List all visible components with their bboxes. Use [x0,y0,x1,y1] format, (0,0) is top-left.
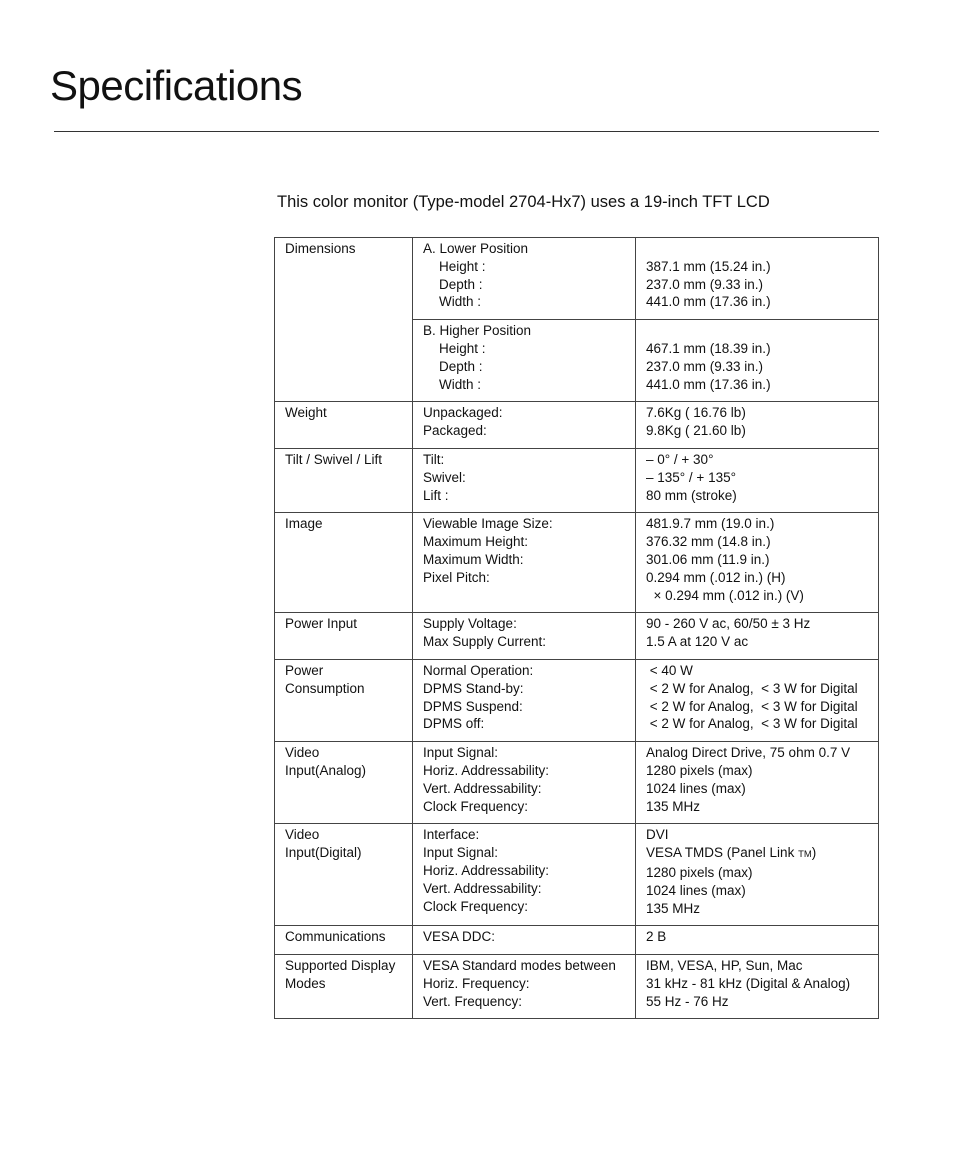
title-divider [54,131,879,132]
item: Maximum Height: [423,534,529,550]
spacer [646,322,878,340]
trademark-mark: TM [798,849,812,861]
row-label-text: Input(Digital) [285,845,362,861]
value: < 40 W [646,662,693,678]
row-items [413,742,636,824]
row-label [275,513,413,613]
page-title: Specifications [50,62,303,109]
row-label-text: Supported Display [285,958,396,974]
row-label-text: Tilt / Swivel / Lift [285,451,383,467]
item: Depth : [439,358,483,374]
item: Packaged: [423,423,487,439]
row-label-text: Video [285,827,320,843]
item: Vert. Frequency: [423,993,523,1009]
row-label [275,955,413,1019]
value: 0.294 mm (.012 in.) (H) [646,569,786,585]
value: 481.9.7 mm (19.0 in.) [646,516,775,532]
table-row [275,513,879,613]
value: 387.1 mm (15.24 in.) [646,258,771,274]
value: 1024 lines (max) [646,780,746,796]
row-items [413,448,636,512]
value: 467.1 mm (18.39 in.) [646,340,771,356]
row-items [413,926,636,955]
value: 301.06 mm (11.9 in.) [646,551,770,567]
item: Max Supply Current: [423,634,547,650]
row-values [636,742,879,824]
row-label-text: Image [285,516,323,532]
row-label-text: Input(Analog) [285,762,367,778]
item: Input Signal: [423,745,499,761]
row-label-text: Communications [285,929,386,945]
row-label [275,742,413,824]
row-label [275,926,413,955]
item: Width : [439,294,482,310]
table-row [275,824,879,926]
row-values [636,448,879,512]
row-values [636,613,879,660]
row-label [275,402,413,449]
value: < 2 W for Analog, < 3 W for Digital [646,716,858,732]
item: Depth : [439,276,483,292]
item: DPMS Stand-by: [423,680,524,696]
table-row [275,742,879,824]
row-label [275,613,413,660]
table-row [275,659,879,741]
item: Tilt: [423,451,445,467]
item: Clock Frequency: [423,798,529,814]
item: Interface: [423,827,480,843]
row-values [636,659,879,741]
value: 1024 lines (max) [646,882,746,898]
table-row [275,926,879,955]
row-values [636,402,879,449]
table-row [275,402,879,449]
item: Unpackaged: [423,405,503,421]
subheading: B. Higher Position [423,323,532,339]
value: 135 MHz [646,900,701,916]
value: 237.0 mm (9.33 in.) [646,358,764,374]
value: 2 B [646,929,667,945]
row-label [275,448,413,512]
item: Swivel: [423,469,466,485]
row-values [636,513,879,613]
value: 1.5 A at 120 V ac [646,634,749,650]
item: Horiz. Addressability: [423,862,550,878]
item: Lift : [423,487,449,503]
value: 1280 pixels (max) [646,864,753,880]
table-row [275,448,879,512]
row-label [275,238,413,402]
row-items [413,320,636,402]
value: 237.0 mm (9.33 in.) [646,276,764,292]
specifications-table [274,237,879,1019]
item: Height : [439,340,486,356]
value: 1280 pixels (max) [646,762,753,778]
value: Analog Direct Drive, 75 ohm 0.7 V [646,745,851,761]
value: 31 kHz - 81 kHz (Digital & Analog) [646,975,851,991]
row-label-text: Dimensions [285,241,356,256]
value: × 0.294 mm (.012 in.) (V) [646,587,804,603]
value: – 135° / + 135° [646,469,736,485]
row-label-text: Weight [285,405,327,421]
row-values [636,320,879,402]
item: Height : [439,258,486,274]
item: Supply Voltage: [423,616,517,632]
value: 9.8Kg ( 21.60 lb) [646,423,746,439]
value: 80 mm (stroke) [646,487,737,503]
row-label-text: Video [285,745,320,761]
row-values [636,955,879,1019]
item: DPMS Suspend: [423,698,523,714]
row-items [413,402,636,449]
item: Maximum Width: [423,551,524,567]
row-items [413,613,636,660]
value: 135 MHz [646,798,701,814]
value: IBM, VESA, HP, Sun, Mac [646,958,803,974]
value: – 0° / + 30° [646,451,714,467]
row-label [275,824,413,926]
row-values [636,926,879,955]
value: 55 Hz - 76 Hz [646,993,729,1009]
row-items [413,238,636,320]
item: VESA Standard modes between [423,958,616,974]
spacer [646,240,878,258]
value: 441.0 mm (17.36 in.) [646,376,771,392]
item: Vert. Addressability: [423,780,542,796]
item: Horiz. Frequency: [423,975,530,991]
intro-text: This color monitor (Type-model 2704-Hx7) uses a 19-inch TFT LCD [277,193,770,211]
value: < 2 W for Analog, < 3 W for Digital [646,680,858,696]
item: Width : [439,376,482,392]
row-items [413,659,636,741]
value: 441.0 mm (17.36 in.) [646,294,771,310]
item: Vert. Addressability: [423,880,542,896]
item: Horiz. Addressability: [423,762,550,778]
row-items [413,955,636,1019]
row-label-text: Power [285,662,324,678]
value: 376.32 mm (14.8 in.) [646,534,771,550]
row-label-text: Power Input [285,616,358,632]
item: Normal Operation: [423,662,534,678]
value-signal-close: ) [811,845,817,861]
row-items [413,513,636,613]
value: < 2 W for Analog, < 3 W for Digital [646,698,858,714]
item: DPMS off: [423,716,485,732]
row-items [413,824,636,926]
row-values [636,238,879,320]
value-signal-text: VESA TMDS (Panel Link [646,845,799,861]
item: Input Signal: [423,845,499,861]
subheading: A. Lower Position [423,241,529,256]
table-row [275,238,879,320]
value: 90 - 260 V ac, 60/50 ± 3 Hz [646,616,811,632]
item: Viewable Image Size: [423,516,553,532]
value: 7.6Kg ( 16.76 lb) [646,405,746,421]
table-row [275,955,879,1019]
row-label-text: Consumption [285,680,365,696]
item: VESA DDC: [423,929,496,945]
value-signal [646,844,878,864]
row-label [275,659,413,741]
value: DVI [646,827,669,843]
row-label-text: Modes [285,975,326,991]
table-row [275,613,879,660]
item: Clock Frequency: [423,898,529,914]
row-values [636,824,879,926]
item: Pixel Pitch: [423,569,490,585]
